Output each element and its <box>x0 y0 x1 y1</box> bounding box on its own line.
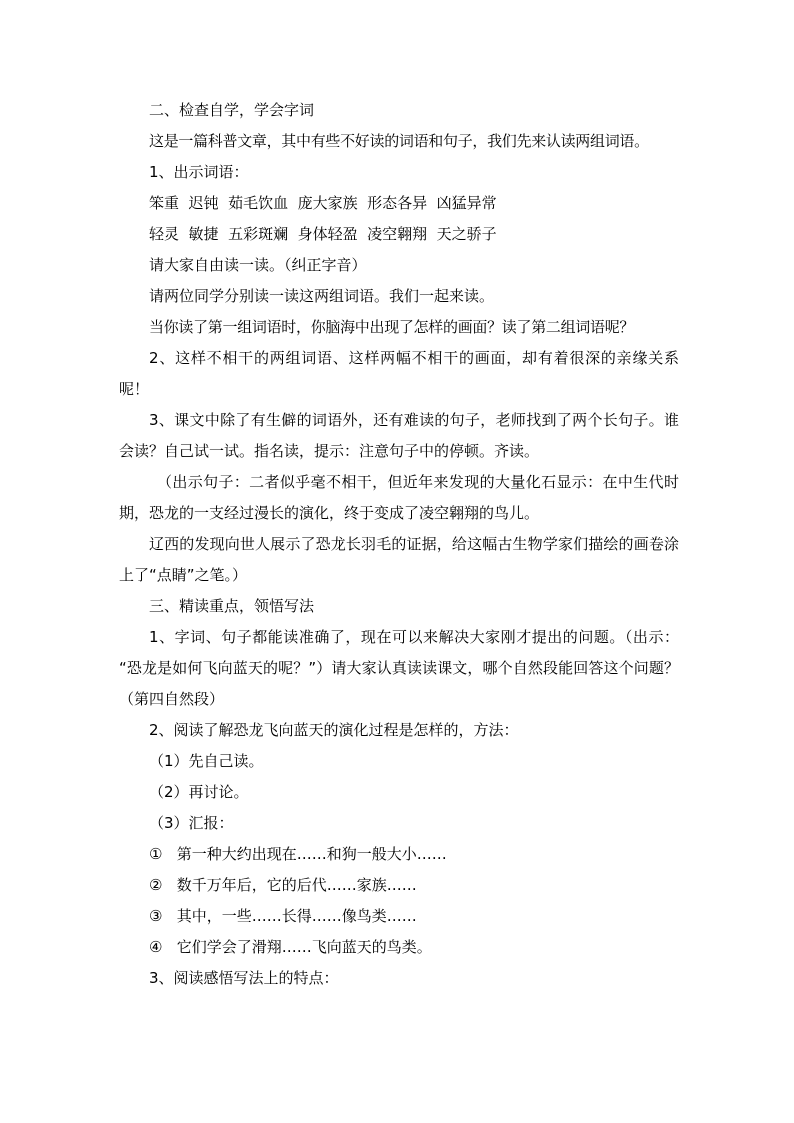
report-item-4: ④ 它们学会了滑翔……飞向蓝天的鸟类。 <box>149 938 432 956</box>
paragraph-show-sentence-1: （出示句子：二者似乎毫不相干，但近年来发现的大量化石显示：在中生代时期，恐龙的一支经过漫长的演化，终于变成了凌空翱翔的鸟儿。 <box>119 473 679 522</box>
word-group-1: 笨重 迟钝 茹毛饮血 庞大家族 形态各异 凶猛异常 <box>149 194 497 212</box>
paragraph-question-images: 当你读了第一组词语时，你脑海中出现了怎样的画面？读了第二组词语呢？ <box>149 318 635 336</box>
paragraph-show-words: 1、出示词语： <box>149 163 249 181</box>
section-heading-check-self-study: 二、检查自学，学会字词 <box>149 101 315 119</box>
paragraph-writing-features: 3、阅读感悟写法上的特点： <box>149 969 339 987</box>
paragraph-two-students: 请两位同学分别读一读这两组词语。我们一起来读。 <box>149 287 495 305</box>
paragraph-solve-question: 1、字词、句子都能读准确了，现在可以来解决大家刚才提出的问题。（出示： “恐龙是如何飞向蓝天的呢？”）请大家认真读读课文，哪个自然段能回答这个问题？（第四自然段） <box>119 628 689 708</box>
paragraph-reading-method: 2、阅读了解恐龙飞向蓝天的演化过程是怎样的，方法： <box>149 721 519 739</box>
paragraph-long-sentences: 3、课文中除了有生僻的词语外，还有难读的句子，老师找到了两个长句子。谁会读？自己试一试。指名读，提示：注意句子中的停顿。齐读。 <box>119 411 679 460</box>
step-discuss: （2）再讨论。 <box>149 783 249 801</box>
paragraph-show-sentence-2: 辽西的发现向世人展示了恐龙长羽毛的证据，给这幅古生物学家们描绘的画卷涂上了“点睛”之笔。） <box>119 535 679 584</box>
report-item-1: ① 第一种大约出现在……和狗一般大小…… <box>149 845 447 863</box>
report-item-3: ③ 其中，一些……长得……像鸟类…… <box>149 907 417 925</box>
step-read-alone: （1）先自己读。 <box>149 752 264 770</box>
paragraph-free-reading: 请大家自由读一读。（纠正字音） <box>149 256 367 274</box>
step-report: （3）汇报： <box>149 814 234 832</box>
report-item-2: ② 数千万年后，它的后代……家族…… <box>149 876 417 894</box>
paragraph-intro: 这是一篇科普文章，其中有些不好读的词语和句子，我们先来认读两组词语。 <box>149 132 649 150</box>
word-group-2: 轻灵 敏捷 五彩斑斓 身体轻盈 凌空翱翔 天之骄子 <box>149 225 497 243</box>
document-body <box>119 95 689 994</box>
paragraph-relationship: 2、这样不相干的两组词语、这样两幅不相干的画面，却有着很深的亲缘关系呢！ <box>119 349 679 398</box>
section-heading-close-reading: 三、精读重点，领悟写法 <box>149 597 315 615</box>
